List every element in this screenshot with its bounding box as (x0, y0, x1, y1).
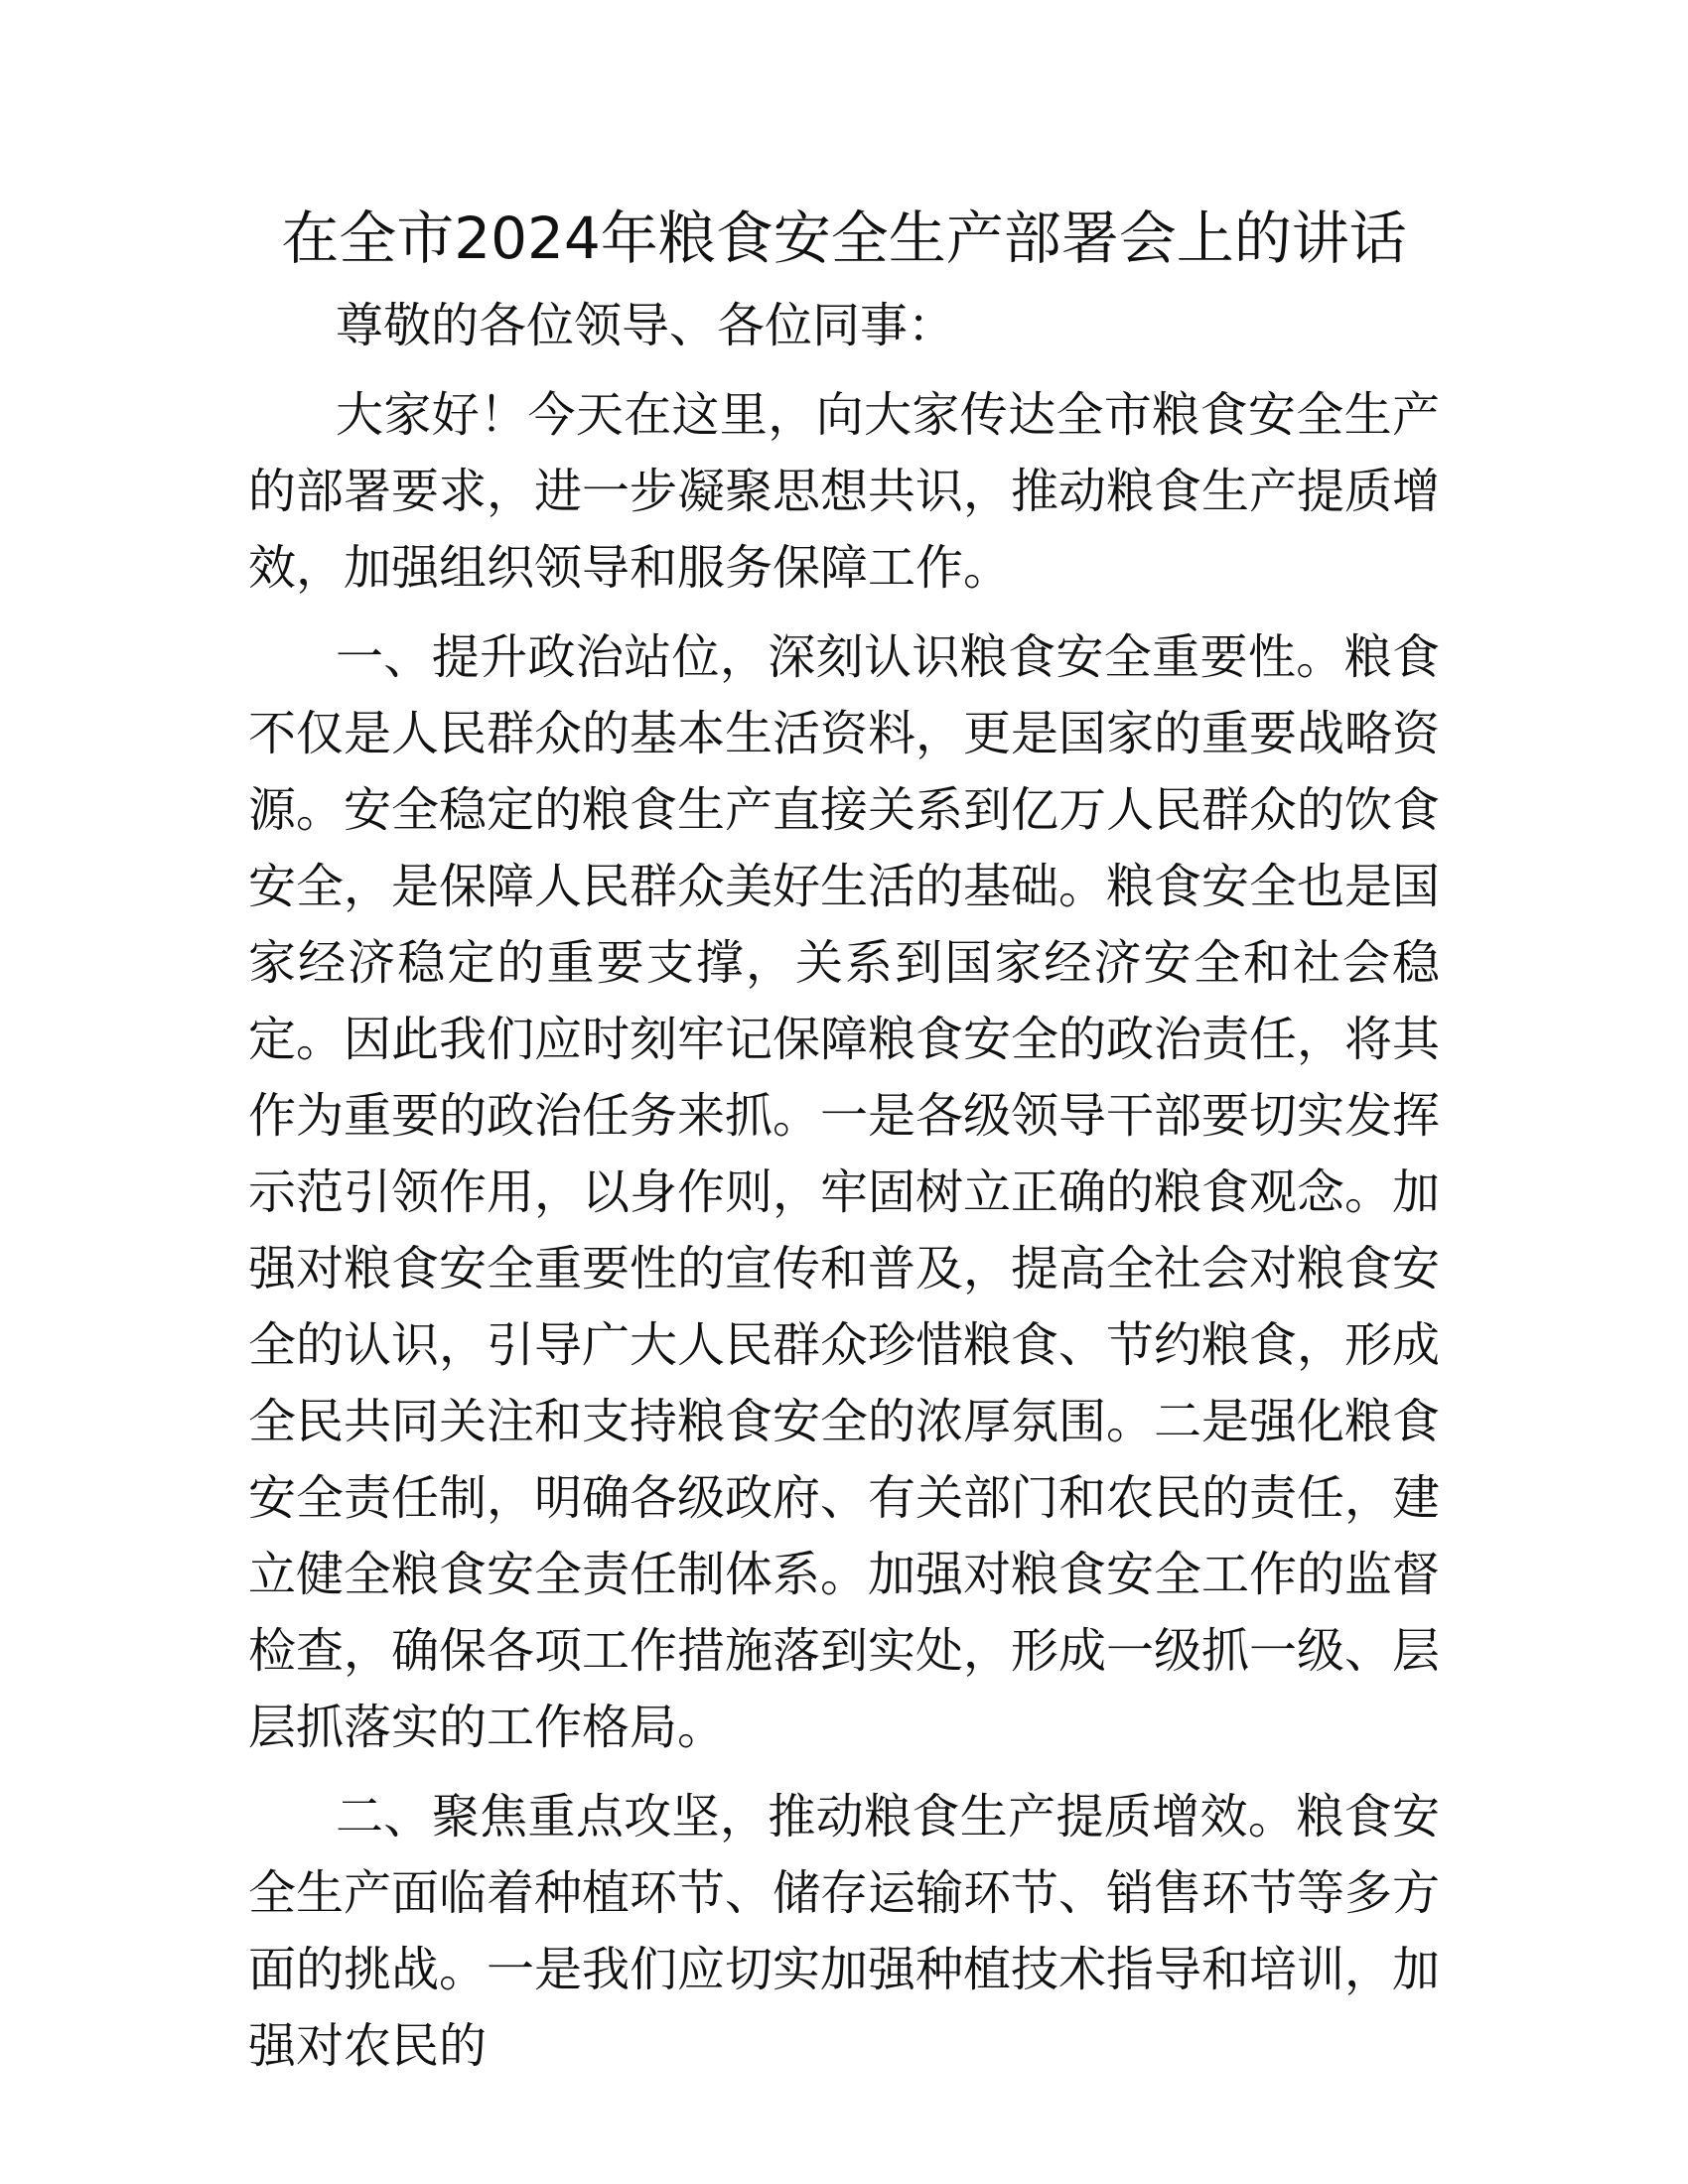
paragraph-greeting: 大家好！今天在这里，向大家传达全市粮食安全生产的部署要求，进一步凝聚思想共识，推动粮食生产提质增效，加强组织领导和服务保障工作。 (248, 387, 1441, 596)
paragraph-section-one: 一、提升政治站位，深刻认识粮食安全重要性。粮食不仅是人民群众的基本生活资料，更是国家的重要战略资源。安全稳定的粮食生产直接关系到亿万人民群众的饮食安全，是保障人民群众美好生活的基础。粮食安全也是国家经济稳定的重要支撑，关系到国家经济安全和社会稳定。因此我们应时刻牢记保障粮食安全的政治责任，将其作为重要的政治任务来抓。一是各级领导干部要切实发挥示范引领作用，以身作则，牢固树立正确的粮食观念。加强对粮食安全重要性的宣传和普及，提高全社会对粮食安全的认识，引导广大人民群众珍惜粮食、节约粮食，形成全民共同关注和支持粮食安全的浓厚氛围。二是强化粮食安全责任制，明确各级政府、有关部门和农民的责任，建立健全粮食安全责任制体系。加强对粮食安全工作的监督检查，确保各项工作措施落到实处，形成一级抓一级、层层抓落实的工作格局。 (248, 629, 1441, 1755)
document-page (248, 199, 1440, 2098)
document-title: 在全市2024年粮食安全生产部署会上的讲话 (281, 205, 1407, 272)
paragraph-section-two: 二、聚焦重点攻坚，推动粮食生产提质增效。粮食安全生产面临着种植环节、储存运输环节、销售环节等多方面的挑战。一是我们应切实加强种植技术指导和培训，加强对农民的 (248, 1789, 1441, 2074)
salutation: 尊敬的各位领导、各位同事： (336, 298, 956, 353)
